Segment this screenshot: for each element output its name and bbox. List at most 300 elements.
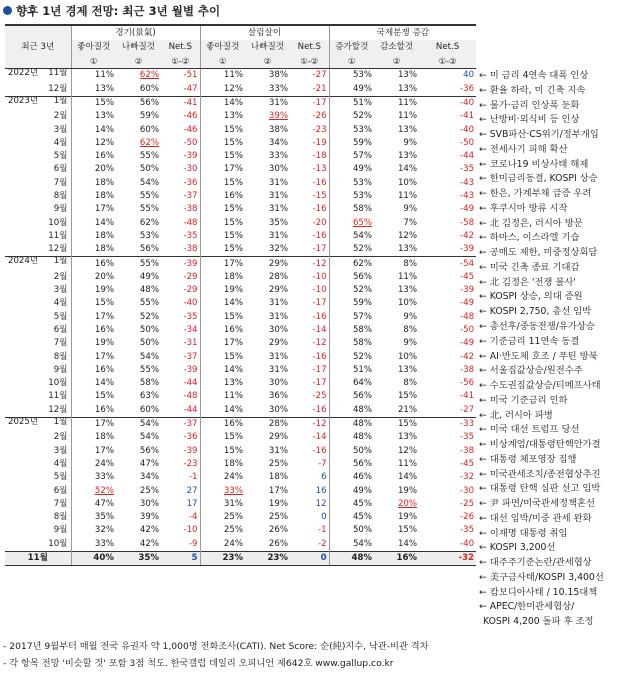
net-score-value: -12: [312, 258, 327, 269]
percent-value: 62%: [139, 137, 159, 148]
net-score-value: -42: [460, 230, 475, 241]
net-score-value: -48: [183, 217, 198, 228]
value-cell: [116, 243, 161, 257]
month-label: 6월: [53, 485, 68, 496]
value-cell: [374, 417, 419, 431]
percent-value: 18%: [268, 472, 289, 483]
percent-value: 30%: [268, 378, 289, 389]
value-cell: [161, 551, 200, 565]
title-text: 향후 1년 경제 전망: 최근 3년 월별 추이: [16, 3, 221, 18]
net-score-value: -36: [183, 432, 198, 443]
value-cell: [161, 377, 200, 390]
value-cell: [290, 403, 329, 417]
percent-value: 13%: [397, 364, 418, 375]
value-cell: [374, 136, 419, 149]
value-cell: [200, 484, 245, 497]
value-cell: [329, 377, 374, 390]
month-label: 5월: [53, 311, 68, 322]
net-score-value: -44: [183, 404, 198, 415]
page-title: [3, 2, 220, 19]
percent-value: 36%: [268, 391, 289, 402]
percent-value: 57%: [352, 151, 373, 162]
value-cell: [290, 551, 329, 565]
net-score-value: -16: [312, 351, 327, 362]
value-cell: [200, 163, 245, 176]
percent-value: 38%: [268, 124, 289, 135]
value-cell: [374, 337, 419, 350]
value-cell: [374, 190, 419, 203]
percent-value: 11%: [397, 458, 418, 469]
value-cell: [290, 69, 329, 83]
event-annotation: ← 하마스, 이스라엘 기습: [479, 232, 580, 244]
period-cell: [5, 163, 71, 176]
percent-value: 52%: [352, 285, 373, 296]
value-cell: [116, 69, 161, 83]
value-cell: [290, 524, 329, 537]
value-cell: [161, 230, 200, 243]
net-score-value: -16: [312, 404, 327, 415]
outlook-table: [5, 24, 476, 566]
percent-value: 18%: [94, 230, 114, 241]
month-label: 9월: [53, 525, 68, 536]
value-cell: [161, 511, 200, 524]
percent-value: 10%: [397, 177, 418, 188]
percent-value: 33%: [94, 472, 114, 483]
percent-value: 28%: [268, 419, 289, 430]
net-score-value: -49: [460, 204, 475, 215]
percent-value: 16%: [94, 258, 114, 269]
value-cell: [116, 230, 161, 243]
value-cell: [329, 337, 374, 350]
net-score-value: -44: [183, 378, 198, 389]
value-cell: [245, 431, 290, 444]
value-cell: [161, 284, 200, 297]
value-cell: [290, 324, 329, 337]
value-cell: [419, 364, 476, 377]
percent-value: 26%: [268, 525, 289, 536]
value-cell: [419, 216, 476, 229]
net-score-value: -12: [312, 338, 327, 349]
percent-value: 24%: [223, 472, 244, 483]
net-score-value: -39: [460, 244, 475, 255]
percent-value: 55%: [139, 258, 159, 269]
table-row: [5, 390, 476, 403]
percent-value: 18%: [223, 271, 244, 282]
month-label: 5월: [53, 472, 68, 483]
event-annotation: ← 공매도 제한, 미중정상회담: [479, 247, 598, 259]
percent-value: 11%: [223, 70, 244, 81]
event-annotation: ← 비상계엄/대통령탄핵안가결: [479, 439, 601, 451]
net-score-value: -16: [312, 311, 327, 322]
value-cell: [374, 498, 419, 511]
value-cell: [329, 257, 374, 271]
percent-value: 56%: [352, 391, 373, 402]
column-mark: ①: [329, 54, 374, 69]
percent-value: 31%: [268, 351, 289, 362]
percent-value: 15%: [223, 351, 244, 362]
percent-value: 10%: [397, 351, 418, 362]
table-row: [5, 471, 476, 484]
column-mark: ①: [200, 54, 245, 69]
net-score-value: -12: [312, 419, 327, 430]
value-cell: [419, 350, 476, 363]
value-cell: [200, 284, 245, 297]
value-cell: [374, 82, 419, 96]
month-label: 7월: [53, 338, 68, 349]
month-label: 8월: [53, 191, 68, 202]
value-cell: [245, 310, 290, 323]
value-cell: [71, 123, 116, 136]
value-cell: [161, 444, 200, 457]
period-cell: [5, 551, 71, 565]
percent-value: 15%: [223, 244, 244, 255]
value-cell: [200, 310, 245, 323]
net-score-value: -29: [183, 285, 198, 296]
value-cell: [200, 69, 245, 83]
net-score-value: 27: [186, 485, 198, 496]
value-cell: [71, 390, 116, 403]
value-cell: [290, 243, 329, 257]
month-label: 1월: [53, 417, 68, 427]
percent-value: 13%: [397, 244, 418, 255]
value-cell: [161, 350, 200, 363]
value-cell: [374, 284, 419, 297]
value-cell: [419, 284, 476, 297]
column-mark: ①: [71, 54, 116, 69]
percent-value: 65%: [352, 217, 373, 228]
net-score-value: -32: [460, 472, 475, 483]
value-cell: [116, 390, 161, 403]
event-annotation: ← KOSPI 2,750, 총선 임박: [479, 306, 592, 318]
value-cell: [245, 136, 290, 149]
period-cell: [5, 484, 71, 497]
value-cell: [245, 82, 290, 96]
percent-value: 35%: [268, 217, 289, 228]
percent-value: 29%: [268, 338, 289, 349]
month-label: 9월: [53, 204, 68, 215]
value-cell: [200, 511, 245, 524]
table-row: [5, 431, 476, 444]
percent-value: 59%: [352, 137, 373, 148]
value-cell: [290, 96, 329, 110]
event-annotation: ← 미국 대선 트럼프 당선: [479, 424, 580, 436]
net-score-value: -45: [460, 271, 475, 282]
table-row: [5, 284, 476, 297]
value-cell: [71, 297, 116, 310]
column-mark: ①-②: [290, 54, 329, 69]
percent-value: 19%: [94, 338, 114, 349]
percent-value: 9%: [403, 338, 418, 349]
value-cell: [245, 551, 290, 565]
value-cell: [374, 203, 419, 216]
net-score-value: -23: [183, 458, 198, 469]
net-score-value: -30: [183, 164, 198, 175]
table-row: [5, 150, 476, 163]
percent-value: 18%: [94, 177, 114, 188]
value-cell: [419, 243, 476, 257]
value-cell: [116, 511, 161, 524]
group-economy-header: 경기(景氣): [71, 25, 200, 40]
net-score-value: -13: [312, 164, 327, 175]
month-label: 8월: [53, 351, 68, 362]
percent-value: 15%: [223, 432, 244, 443]
percent-value: 13%: [223, 378, 244, 389]
percent-value: 59%: [139, 111, 159, 122]
value-cell: [290, 284, 329, 297]
table-row: [5, 230, 476, 243]
month-label: 3월: [53, 445, 68, 456]
value-cell: [245, 403, 290, 417]
value-cell: [374, 524, 419, 537]
percent-value: 52%: [94, 485, 114, 496]
percent-value: 11%: [397, 271, 418, 282]
value-cell: [329, 176, 374, 189]
period-cell: [5, 390, 71, 403]
net-score-value: -50: [183, 137, 198, 148]
percent-value: 15%: [223, 311, 244, 322]
value-cell: [161, 310, 200, 323]
month-label: 3월: [53, 124, 68, 135]
value-cell: [200, 498, 245, 511]
value-cell: [419, 203, 476, 216]
value-cell: [419, 498, 476, 511]
column-header: 증가할것: [329, 40, 374, 54]
value-cell: [245, 190, 290, 203]
value-cell: [200, 390, 245, 403]
month-label: 3월: [53, 285, 68, 296]
percent-value: 19%: [268, 498, 289, 509]
table-row: [5, 123, 476, 136]
percent-value: 17%: [94, 311, 114, 322]
net-score-value: -20: [312, 217, 327, 228]
net-score-value: -21: [312, 83, 327, 94]
net-score-value: -4: [188, 512, 198, 523]
net-score-value: -38: [183, 244, 198, 255]
value-cell: [116, 123, 161, 136]
percent-value: 29%: [268, 285, 289, 296]
value-cell: [161, 417, 200, 431]
net-score-value: -14: [312, 324, 327, 335]
event-annotation: ← 기준금리 11연속 동결: [479, 335, 580, 347]
event-annotation: ← 미 금리 4연속 대폭 인상: [479, 70, 589, 81]
percent-value: 17%: [223, 338, 244, 349]
value-cell: [245, 257, 290, 271]
value-cell: [419, 551, 476, 565]
value-cell: [245, 471, 290, 484]
percent-value: 14%: [223, 364, 244, 375]
net-score-value: -50: [460, 137, 475, 148]
column-mark: ①-②: [419, 54, 476, 69]
value-cell: [245, 230, 290, 243]
value-cell: [71, 377, 116, 390]
value-cell: [161, 337, 200, 350]
value-cell: [374, 216, 419, 229]
percent-value: 13%: [397, 285, 418, 296]
percent-value: 49%: [352, 485, 373, 496]
month-label: 11월: [27, 553, 48, 564]
column-header: Net.S: [161, 40, 200, 54]
value-cell: [245, 69, 290, 83]
net-score-value: -39: [183, 258, 198, 269]
value-cell: [116, 110, 161, 123]
table-row: [5, 270, 476, 283]
event-annotation: ← 北 김정은, 러시아 방문: [479, 217, 583, 229]
percent-value: 14%: [223, 97, 244, 108]
percent-value: 15%: [397, 419, 418, 430]
event-annotation: ← 대통령 탄핵 심판 선고 임박: [479, 483, 601, 495]
percent-value: 11%: [397, 111, 418, 122]
percent-value: 47%: [94, 498, 114, 509]
percent-value: 18%: [94, 191, 114, 202]
net-score-value: -17: [312, 298, 327, 309]
value-cell: [161, 163, 200, 176]
value-cell: [71, 444, 116, 457]
value-cell: [200, 190, 245, 203]
percent-value: 15%: [223, 230, 244, 241]
value-cell: [329, 324, 374, 337]
percent-value: 13%: [397, 83, 418, 94]
percent-value: 35%: [94, 512, 114, 523]
value-cell: [329, 190, 374, 203]
table-row: [5, 96, 476, 110]
percent-value: 23%: [222, 553, 244, 564]
value-cell: [329, 136, 374, 149]
percent-value: 64%: [352, 378, 373, 389]
period-cell: [5, 110, 71, 123]
net-score-value: -45: [460, 458, 475, 469]
net-score-value: -35: [183, 311, 198, 322]
value-cell: [71, 337, 116, 350]
event-annotation: ← 北 김정은 '전쟁 불사': [479, 276, 576, 288]
value-cell: [374, 230, 419, 243]
table-row: [5, 110, 476, 123]
percent-value: 30%: [268, 404, 289, 415]
value-cell: [374, 471, 419, 484]
value-cell: [419, 190, 476, 203]
net-score-value: -47: [183, 83, 198, 94]
column-header: 좋아질것: [71, 40, 116, 54]
net-score-value: -41: [460, 111, 475, 122]
table-row: [5, 297, 476, 310]
percent-value: 32%: [268, 244, 289, 255]
value-cell: [329, 150, 374, 163]
table-row: [5, 176, 476, 189]
percent-value: 62%: [352, 258, 373, 269]
net-score-value: -27: [312, 70, 327, 81]
event-annotation: ← 한은, 가계부채 급증 우려: [479, 188, 592, 200]
value-cell: [329, 537, 374, 551]
title-bullet-icon: [3, 6, 12, 15]
period-cell: [5, 337, 71, 350]
value-cell: [116, 484, 161, 497]
value-cell: [200, 350, 245, 363]
table-row: [5, 337, 476, 350]
value-cell: [116, 324, 161, 337]
value-cell: [290, 110, 329, 123]
value-cell: [374, 257, 419, 271]
percent-value: 14%: [94, 217, 114, 228]
value-cell: [161, 150, 200, 163]
value-cell: [374, 444, 419, 457]
percent-value: 53%: [139, 230, 159, 241]
value-cell: [161, 190, 200, 203]
value-cell: [374, 96, 419, 110]
period-cell: [5, 284, 71, 297]
event-annotation: ← 北, 러시아 파병: [479, 409, 553, 421]
percent-value: 11%: [397, 97, 418, 108]
year-label: 2025년: [8, 417, 39, 427]
table-row: [5, 82, 476, 96]
month-label: 11월: [48, 391, 68, 402]
net-score-value: -48: [183, 391, 198, 402]
value-cell: [200, 297, 245, 310]
percent-value: 54%: [352, 230, 373, 241]
period-cell: [5, 310, 71, 323]
net-score-value: -51: [183, 70, 198, 81]
net-score-value: -43: [460, 177, 475, 188]
net-score-value: -40: [183, 298, 198, 309]
value-cell: [329, 96, 374, 110]
value-cell: [71, 364, 116, 377]
value-cell: [200, 444, 245, 457]
percent-value: 53%: [352, 70, 373, 81]
net-score-value: -46: [183, 124, 198, 135]
net-score-value: -1: [188, 472, 198, 483]
value-cell: [245, 350, 290, 363]
percent-value: 56%: [139, 244, 159, 255]
value-cell: [200, 110, 245, 123]
value-cell: [161, 297, 200, 310]
table-row: [5, 364, 476, 377]
month-label: 4월: [53, 298, 68, 309]
value-cell: [71, 69, 116, 83]
net-score-value: -37: [183, 191, 198, 202]
value-cell: [374, 110, 419, 123]
total-row: [5, 551, 476, 565]
value-cell: [419, 110, 476, 123]
percent-value: 17%: [94, 204, 114, 215]
net-score-value: -49: [460, 338, 475, 349]
net-score-value: -7: [317, 458, 327, 469]
value-cell: [290, 82, 329, 96]
value-cell: [374, 176, 419, 189]
value-cell: [329, 484, 374, 497]
value-cell: [419, 297, 476, 310]
percent-value: 16%: [94, 151, 114, 162]
value-cell: [329, 551, 374, 565]
value-cell: [200, 243, 245, 257]
value-cell: [374, 350, 419, 363]
value-cell: [419, 310, 476, 323]
percent-value: 55%: [139, 204, 159, 215]
value-cell: [71, 110, 116, 123]
percent-value: 13%: [223, 111, 244, 122]
net-score-value: -35: [460, 432, 475, 443]
event-annotation: ← 미국관세조치/종전협상추진: [479, 468, 601, 480]
event-annotation: ← 후쿠시마 방류 시작: [479, 202, 568, 214]
event-annotation: KOSPI 4,200 돌파 후 조정: [483, 616, 594, 628]
value-cell: [374, 69, 419, 83]
percent-value: 25%: [223, 512, 244, 523]
percent-value: 39%: [268, 111, 289, 122]
event-annotation: ← KOSPI 3,200선: [479, 542, 556, 554]
net-score-value: -10: [183, 525, 198, 536]
percent-value: 11%: [94, 70, 114, 81]
percent-value: 8%: [403, 324, 418, 335]
percent-value: 28%: [268, 271, 289, 282]
value-cell: [329, 498, 374, 511]
percent-value: 7%: [403, 217, 418, 228]
